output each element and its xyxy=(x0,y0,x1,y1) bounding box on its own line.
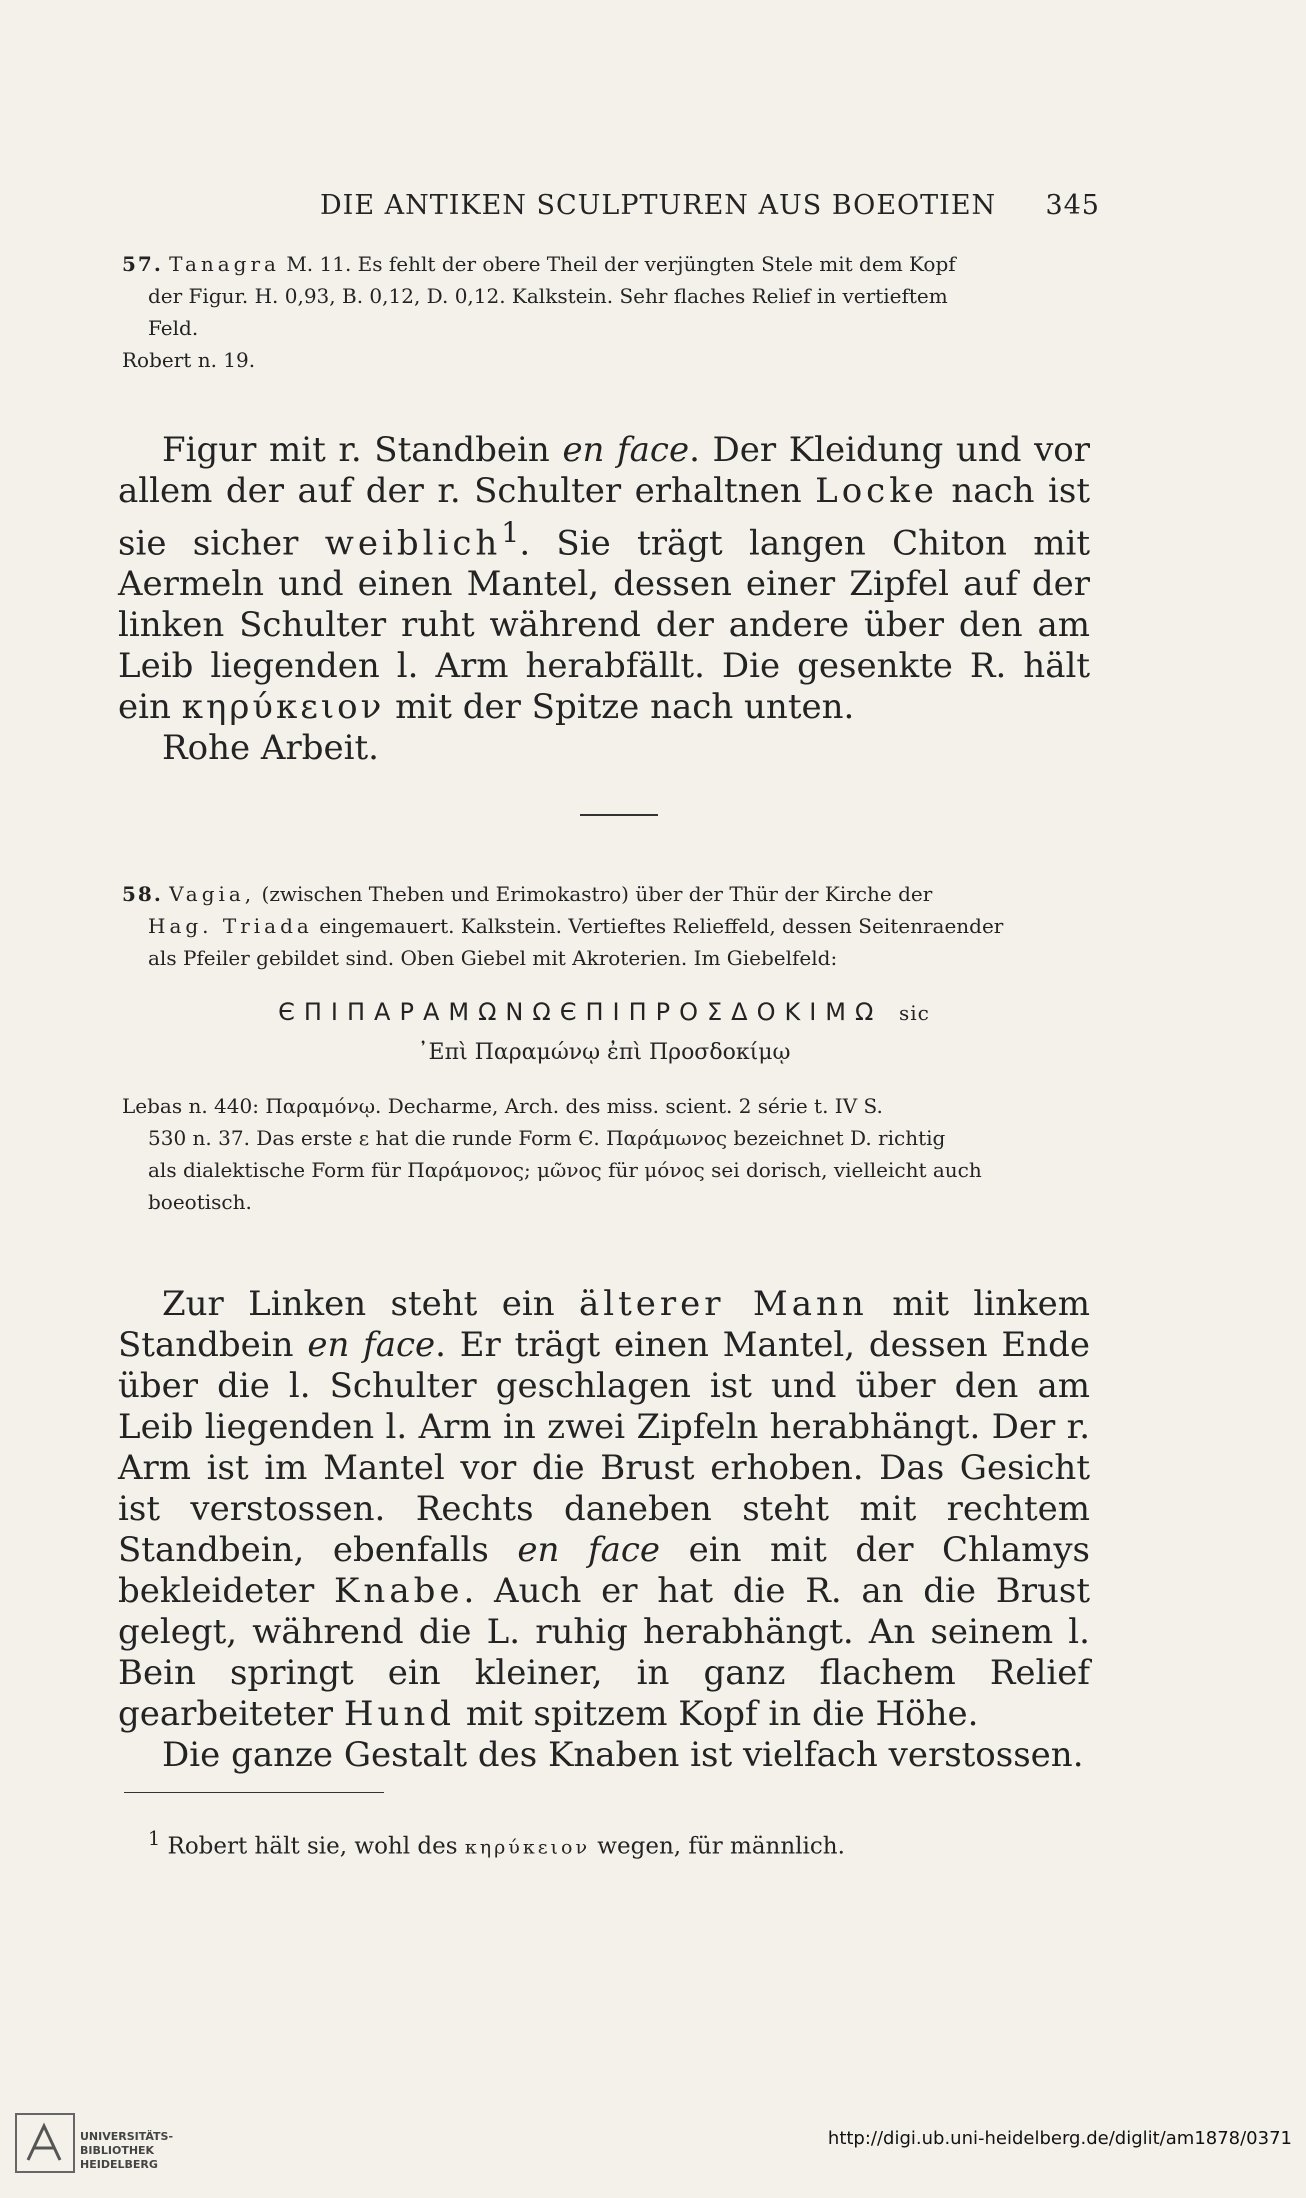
description-paragraph: Figur mit r. Standbein en face. Der Kleidung und vor allem der auf der r. Schulter erhaltnen Locke nach ist sie sicher weiblich$^1$. Sie trägt langen Chiton mit Aermeln und einen Mantel, dessen einer Zipfel auf der linken Schulter ruht während der andere über den am Leib liegenden l. Arm herabfällt. Die gesenkte R. hält ein κηρύκειον mit der Spitze nach unten. Rohe Arbeit. xyxy=(118,430,1091,769)
reference-line: boeotisch. xyxy=(148,1190,252,1214)
inscription-sic: sic xyxy=(898,1001,930,1025)
running-title: DIE ANTIKEN SCULPTUREN AUS BOEOTIEN xyxy=(320,190,997,221)
entry-number: 57. xyxy=(122,252,163,276)
paragraph-rohe-arbeit: Rohe Arbeit. xyxy=(162,728,379,769)
description-paragraph: Zur Linken steht ein älterer Mann mit linkem Standbein en face. Er trägt einen Mantel, dessen Ende über die l. Schulter geschlagen ist und über den am Leib liegenden l. Arm in zwei Zipfeln herabhängt. Der r. Arm ist im Mantel vor die Brust erhoben. Das Gesicht ist verstossen. Rechts daneben steht mit rechtem Standbein, ebenfalls en face ein mit der Chlamys bekleideter Knabe. Auch er hat die R. an die Brust gelegt, während die L. ruhig herabhängt. An seinem l. Bein springt ein kleiner, in ganz flachem Relief gearbeiteter Hund mit spitzem Kopf in die Höhe. Die ganze Gestalt des Knaben ist vielfach verstossen. xyxy=(118,1284,1091,1775)
catalog-entry-58 xyxy=(122,878,1092,974)
inscription xyxy=(118,998,1090,1026)
running-header xyxy=(320,190,1100,230)
section-divider xyxy=(580,814,658,816)
library-logo-icon xyxy=(14,2112,76,2174)
catalog-entry-57 xyxy=(122,248,1092,376)
footnote-divider xyxy=(124,1792,384,1793)
reference-line: 530 n. 37. Das erste ε hat die runde Form Є. Παράμωνος bezeichnet D. richtig xyxy=(148,1126,946,1150)
source-url-link[interactable]: http://digi.ub.uni-heidelberg.de/diglit/am1878/0371 xyxy=(827,2128,1292,2149)
reference-line: als dialektische Form für Παράμονος; μῶνος für μόνος sei dorisch, vielleicht auch xyxy=(148,1158,982,1182)
entry-text: eingemauert. Kalkstein. Vertieftes Relieffeld, dessen Seitenraender xyxy=(312,914,1004,938)
entry-text: M. 11. Es fehlt der obere Theil der verjüngten Stele mit dem Kopf xyxy=(279,252,956,276)
footnote-mark: 1 xyxy=(148,1827,161,1850)
entry-text: (zwischen Theben und Erimokastro) über der Thür der Kirche der xyxy=(255,882,933,906)
entry-location: Vagia, xyxy=(169,882,256,906)
footnote-ref: 1 xyxy=(501,516,520,549)
entry-text: Feld. xyxy=(148,316,199,340)
reference-line: Lebas n. 440: Παραμόνῳ. Decharme, Arch. des miss. scient. 2 série t. IV S. xyxy=(122,1094,883,1118)
inscription-text: ЄΠΙΠΑΡΑΜΩΝΩЄΠΙΠΡΟΣΔΟΚΙΜΩ xyxy=(278,998,883,1026)
church-name: Hag. Triada xyxy=(148,914,313,938)
references-58 xyxy=(122,1058,1092,1218)
entry-reference: Robert n. 19. xyxy=(122,348,256,372)
entry-number: 58. xyxy=(122,882,163,906)
entry-text: als Pfeiler gebildet sind. Oben Giebel mit Akroterien. Im Giebelfeld: xyxy=(148,946,838,970)
library-name: UNIVERSITÄTS- BIBLIOTHEK HEIDELBERG xyxy=(80,2130,174,2171)
inscription-transcription: ᾿Επὶ Παραμώνῳ ἐπὶ Προσδοκίμῳ xyxy=(417,1040,791,1065)
footnote: $^1$ Robert hält sie, wohl des κηρύκειον wegen, für männlich. xyxy=(148,1827,845,1860)
page-number: 345 xyxy=(1045,190,1100,221)
entry-text: der Figur. H. 0,93, B. 0,12, D. 0,12. Kalkstein. Sehr flaches Relief in vertieftem xyxy=(148,284,948,308)
entry-location: Tanagra xyxy=(169,252,280,276)
paragraph-knabe: Die ganze Gestalt des Knaben ist vielfach verstossen. xyxy=(162,1735,1084,1775)
